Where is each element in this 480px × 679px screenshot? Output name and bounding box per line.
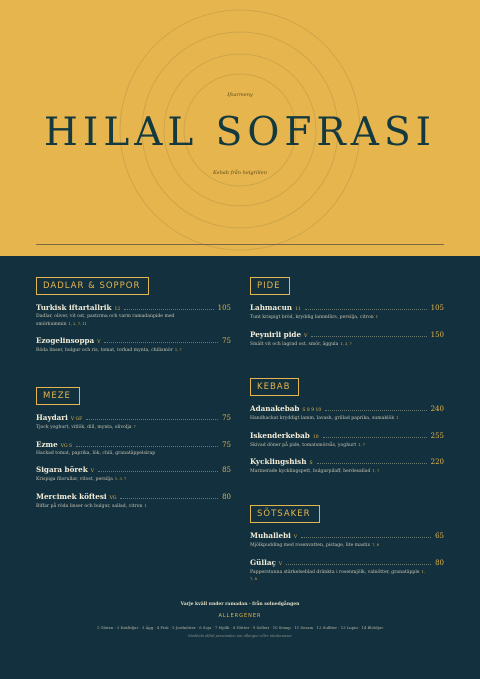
leader-dots (311, 336, 426, 337)
item-price: 80 (435, 558, 444, 567)
menu-item (250, 558, 444, 584)
section-title: PIDE (250, 277, 290, 295)
item-name: Güllaç (250, 557, 276, 567)
item-name: Turkisk iftartallrik (36, 303, 112, 312)
leader-dots (86, 419, 218, 420)
item-price: 220 (430, 458, 444, 466)
menu-item (36, 413, 231, 432)
section-pide (250, 273, 444, 348)
leader-dots (76, 446, 218, 447)
item-description: Handhackat kryddigt lamm, lavash, grillad paprika, sumaklök 1 (250, 416, 399, 421)
section-sotsaker (250, 501, 444, 584)
menu-item (250, 303, 444, 322)
item-price: 150 (430, 330, 444, 339)
item-allergens: VG S (60, 443, 73, 449)
item-description: Biffar på röda linser och bulgur, sallad, citron 1 (36, 503, 147, 509)
menu-item (36, 303, 231, 328)
item-description: Dadlar, oliver, vit ost, pastırma och varm ramadanpide med smörkummin 1, 2, 7, 11 (36, 314, 175, 327)
item-price: 65 (435, 532, 444, 540)
service-note: Varje kväll under ramadan · från solnedgången (180, 602, 300, 607)
leader-dots (286, 564, 431, 565)
item-allergens: V (97, 340, 101, 345)
tagline: Ifsarmeny (227, 92, 253, 98)
item-description: Skivad döner på pide, tomatsmörsås, yoghurt 1, 7 (250, 442, 366, 448)
leader-dots (120, 498, 218, 499)
item-name: Lahmacun (250, 303, 293, 312)
footer (0, 602, 480, 638)
item-allergens: V (304, 333, 308, 339)
allergens-heading: ALLERGENER (218, 613, 262, 619)
menu-item (250, 330, 444, 349)
item-price: 75 (222, 414, 231, 422)
item-name: Haydari (36, 413, 68, 422)
section-title: SÖTSAKER (250, 505, 320, 523)
menu-item (250, 431, 444, 450)
item-allergens: 10 (312, 434, 319, 440)
menu-item (250, 404, 444, 423)
allergens-list: 1 Gluten · 2 Kräftdjur · 3 Ägg · 4 Fisk · 5 Jordnötter · 6 Soja · 7 Mjölk · 8 Nötter · 9 Selleri · 10 Senap · 11 Sesam · 12 Sulfiter · 13 Lupin · 14 Blötdjur (96, 625, 384, 630)
leader-dots (323, 437, 427, 438)
menu-item (250, 457, 444, 476)
allergy-disclaimer: Meddela alltid personalen om allergier eller intoleranser (188, 634, 292, 638)
item-name: Iskenderkebab (250, 430, 310, 440)
item-name: Peynirli pide (250, 329, 302, 339)
item-price: 85 (222, 466, 231, 474)
leader-dots (301, 537, 431, 538)
item-description: Mjölkpudding med rosenvatten, pistage, lite mastix 7, 8 (250, 543, 379, 548)
item-name: Mercimek köftesi (36, 491, 107, 501)
item-name: Kycklingshish (250, 457, 307, 466)
item-allergens: 11 (295, 307, 301, 312)
item-allergens: 12 (114, 307, 121, 312)
menu-item (36, 336, 231, 355)
item-description: Röda linser, bulgur och ris, tomat, torkad mynta, chilismör 1, 7 (36, 348, 182, 353)
item-name: Ezme (36, 439, 58, 449)
item-price: 75 (222, 440, 231, 449)
item-name: Muhallebi (250, 531, 291, 540)
leader-dots (104, 342, 218, 343)
item-allergens: S 8 9 10 (302, 408, 322, 413)
item-description: Smält vit och lagrad ost, smör, äggula 1, 3, 7 (250, 341, 352, 347)
item-price: 105 (430, 304, 444, 312)
leader-dots (98, 471, 218, 472)
item-allergens: S (309, 461, 313, 466)
item-description: Tjock yoghurt, vitlök, dill, mynta, olivolja 7 (36, 425, 136, 430)
menu-item (36, 465, 231, 484)
item-allergens: VG (109, 495, 117, 501)
item-description: Tunt krispigt bröd, kryddig lammfärs, persilja, citron 1 (250, 315, 379, 320)
leader-dots (325, 410, 426, 411)
item-description: Marinerade kycklingspett, bulgurpilaff, herdesallad 1, 7 (250, 469, 380, 474)
section-kebab (250, 374, 444, 476)
item-allergens: V (278, 561, 283, 567)
item-price: 240 (430, 405, 444, 413)
section-title: DADLAR & SOPPOR (36, 277, 149, 295)
section-meze (36, 383, 231, 510)
item-description: Papperstunna stärkelseblad dränkta i rosenmjölk, valnötter, granatäpple 1, 7, 8 (250, 569, 425, 581)
menu-item (250, 531, 444, 550)
item-name: Ezogelinsoppa (36, 336, 95, 345)
menu-item (36, 440, 231, 458)
leader-dots (305, 309, 427, 310)
hero-banner (0, 0, 480, 256)
section-dadlar-soppor (36, 273, 231, 355)
item-description: Hackad tomat, paprika, lök, chili, granatäppelsirap (36, 450, 156, 456)
item-allergens: V (293, 535, 298, 540)
divider (36, 244, 444, 245)
leader-dots (317, 463, 427, 464)
item-allergens: V GF (70, 417, 83, 422)
leader-dots (124, 309, 213, 310)
menu-item (36, 492, 231, 511)
item-name: Adanakebab (250, 404, 300, 413)
section-title: MEZE (36, 387, 80, 405)
item-description: Krispiga filorullar, vitost, persilja 1, 3, 7 (36, 477, 127, 482)
item-name: Sigara börek (36, 465, 88, 474)
subtitle: Kebab från helgrillen (213, 170, 267, 176)
item-price: 255 (430, 431, 444, 440)
item-price: 75 (222, 337, 231, 345)
item-price: 105 (217, 304, 231, 312)
section-title: KEBAB (250, 378, 299, 396)
item-price: 80 (222, 492, 231, 501)
item-allergens: V (90, 469, 94, 474)
page-title: HILAL SOFRASI (43, 110, 437, 155)
